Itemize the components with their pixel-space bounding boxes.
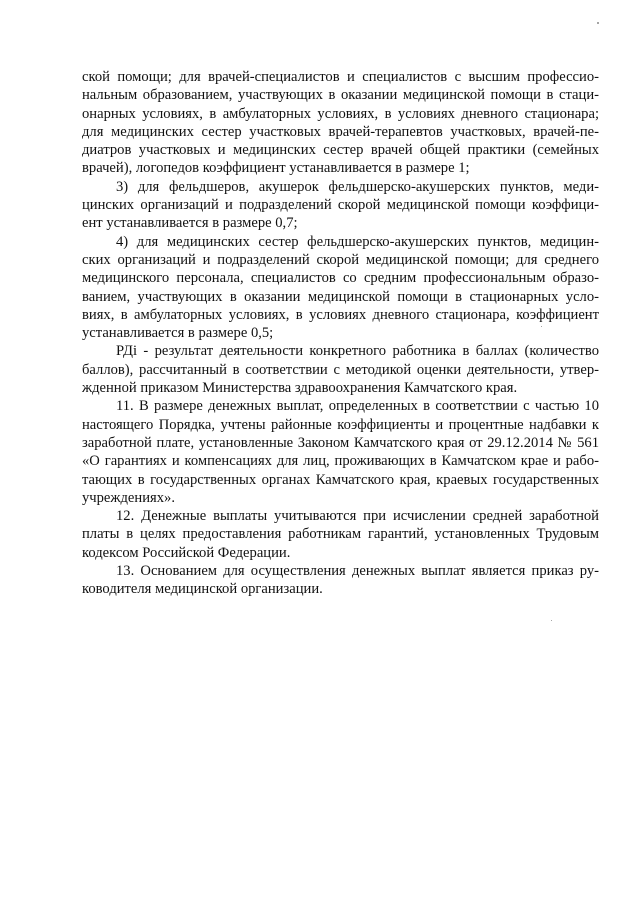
text-line: жденной приказом Министерства здравоохранения Камчатского края.: [82, 380, 518, 397]
text-line: 12. Денежные выплаты учитываются при исчислении средней заработной: [116, 508, 599, 525]
text-line: ент устанавливается в размере 0,7;: [82, 215, 298, 232]
paragraph-rdi-definition: [82, 342, 599, 397]
text-line: медицинского персонала, специалистов со средним профессиональным образо-: [82, 270, 599, 287]
text-line: онарных условиях, в амбулаторных условиях, в условиях дневного стационара;: [82, 105, 599, 122]
paragraph-clause-13: [82, 562, 599, 599]
text-line: 3) для фельдшеров, акушерок фельдшерско-акушерских пунктов, меди-: [116, 178, 599, 195]
paragraph-clause-12: [82, 507, 599, 562]
text-line: 4) для медицинских сестер фельдшерско-акушерских пунктов, медицин-: [116, 233, 599, 250]
text-line: баллов), рассчитанный в соответствии с методикой оценки деятельности, утвер-: [82, 361, 599, 378]
paragraph-item-4: [82, 233, 599, 343]
text-line: заработной плате, установленные Законом Камчатского края от 29.12.2014 № 561: [82, 434, 599, 451]
text-line: ководителя медицинской организации.: [82, 581, 323, 598]
text-line: врачей), логопедов коэффициент устанавливается в размере 1;: [82, 160, 470, 177]
text-line: 13. Основанием для осуществления денежных выплат является приказ ру-: [116, 563, 599, 580]
text-line: ской помощи; для врачей-специалистов и специалистов с высшим профессио-: [82, 69, 599, 85]
text-line: диатров участковых и медицинских сестер врачей общей практики (семейных: [82, 142, 599, 159]
text-line: тающих в государственных органах Камчатского края, краевых государственных: [82, 471, 599, 488]
text-line: ванием, участвующих в оказании медицинской помощи в стационарных усло-: [82, 288, 599, 305]
paragraph-continuation: [82, 68, 599, 178]
text-line: «О гарантиях и компенсациях для лиц, проживающих в Камчатском крае и рабо-: [82, 453, 599, 470]
text-line: настоящего Порядка, учтены районные коэффициенты и процентные надбавки к: [82, 416, 599, 433]
text-line: учреждениях».: [82, 489, 175, 506]
text-line: ских организаций и подразделений скорой медицинской помощи; для среднего: [82, 251, 599, 268]
text-line: РДі - результат деятельности конкретного работника в баллах (количество: [116, 343, 599, 360]
scan-speck: [597, 22, 599, 24]
text-line: виях, в амбулаторных условиях, в условиях дневного стационара, коэффициент: [82, 306, 599, 323]
paragraph-clause-11: [82, 397, 599, 507]
text-line: нальным образованием, участвующих в оказании медицинской помощи в стаци-: [82, 87, 599, 104]
document-page: [82, 68, 599, 599]
text-line: платы в целях предоставления работникам гарантий, установленных Трудовым: [82, 526, 599, 543]
text-line: устанавливается в размере 0,5;: [82, 325, 274, 342]
text-line: цинских организаций и подразделений скорой медицинской помощи коэффици-: [82, 197, 599, 214]
text-line: кодексом Российской Федерации.: [82, 544, 291, 561]
paragraph-item-3: [82, 178, 599, 233]
text-line: для медицинских сестер участковых врачей-терапевтов участковых, врачей-пе-: [82, 123, 599, 140]
text-line: 11. В размере денежных выплат, определенных в соответствии с частью 10: [116, 398, 599, 415]
scan-speck: [551, 620, 552, 621]
